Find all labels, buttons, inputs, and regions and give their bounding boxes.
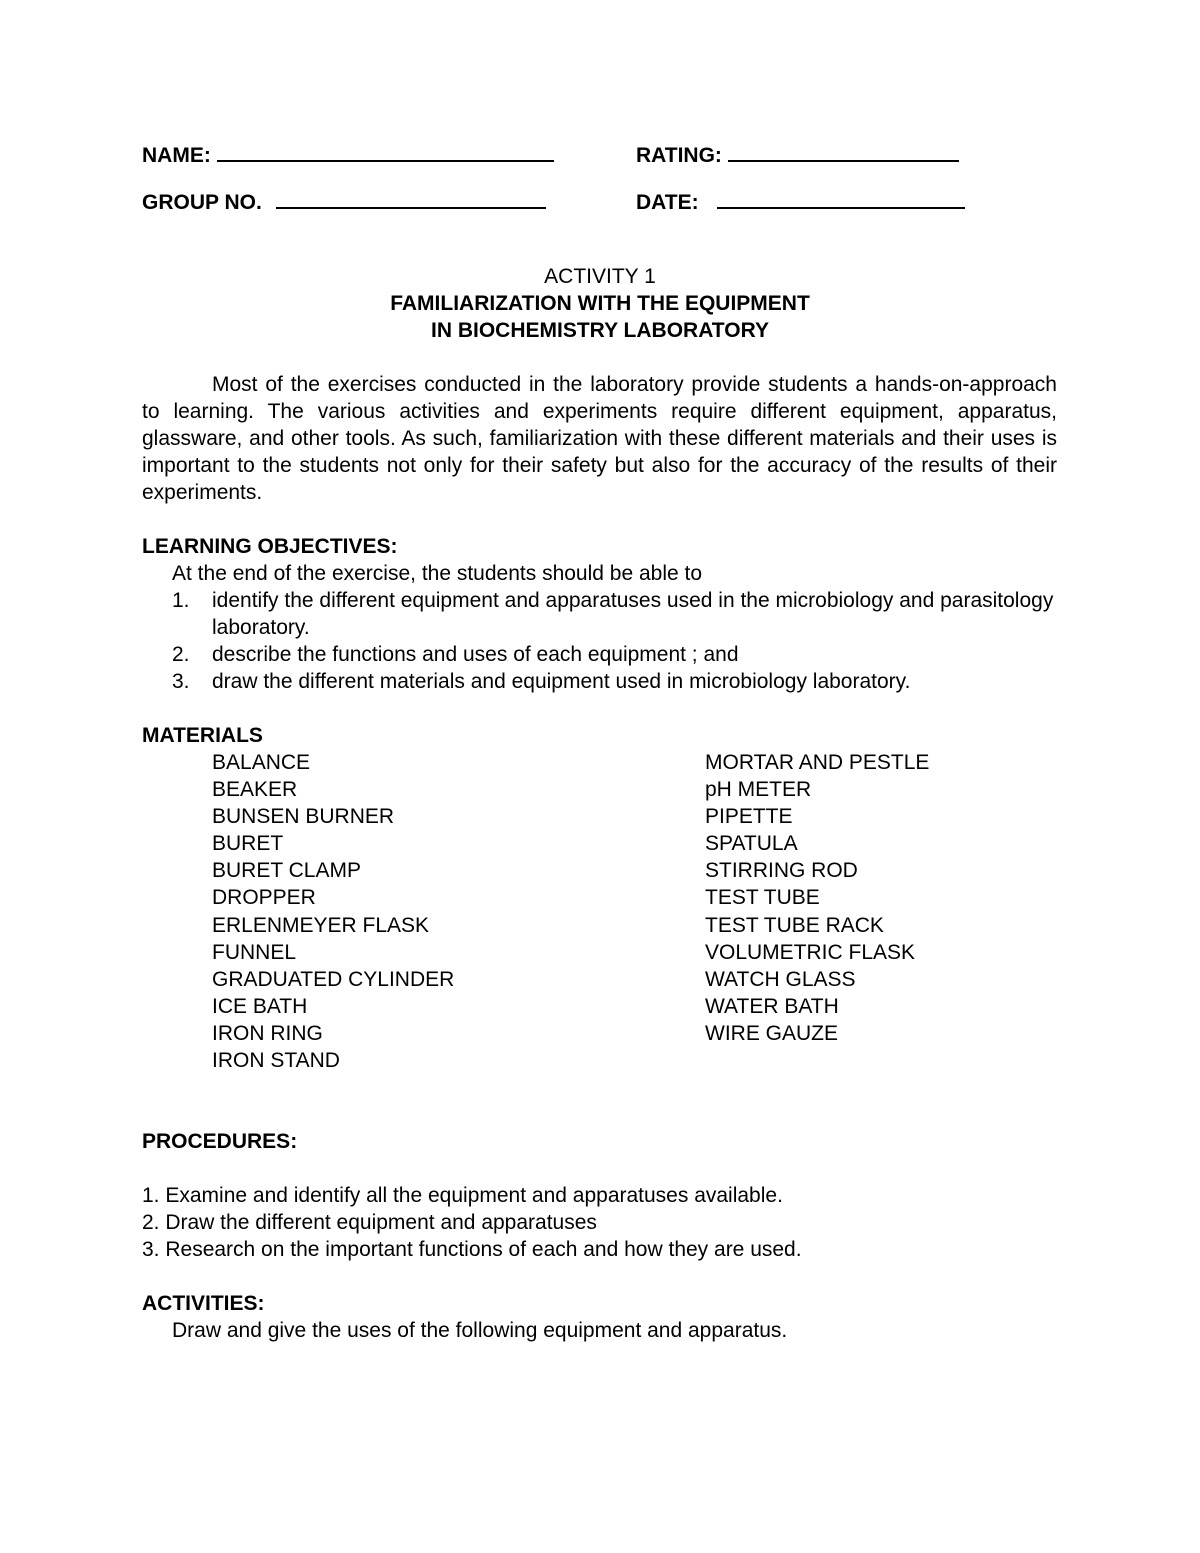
material-item: STIRRING ROD (705, 859, 858, 883)
objective-item: 2. describe the functions and uses of each equipment ; and (172, 643, 739, 666)
materials-heading: MATERIALS (142, 724, 263, 747)
procedures-list (142, 1182, 802, 1263)
material-item: GRADUATED CYLINDER (212, 967, 455, 991)
material-item: ERLENMEYER FLASK (212, 913, 430, 937)
material-item: IRON STAND (212, 1049, 340, 1073)
material-item: IRON RING (212, 1021, 323, 1045)
material-item: BURET CLAMP (212, 859, 361, 883)
activities-heading: ACTIVITIES: (142, 1292, 265, 1315)
material-item: WATCH GLASS (705, 967, 856, 991)
objectives-lead: At the end of the exercise, the students should be able to (172, 562, 703, 585)
group-blank (276, 191, 546, 209)
material-item: TEST TUBE RACK (705, 913, 884, 937)
material-item: PIPETTE (705, 805, 793, 829)
material-item: BEAKER (212, 778, 298, 802)
material-item: ICE BATH (212, 994, 308, 1018)
objectives-heading: LEARNING OBJECTIVES: (142, 535, 398, 558)
objectives-list (172, 587, 1062, 695)
material-item: BALANCE (212, 751, 311, 774)
rating-field (636, 144, 959, 168)
date-field (636, 191, 965, 215)
material-item: MORTAR AND PESTLE (705, 751, 930, 774)
materials-list-right (705, 749, 929, 1047)
objective-item: 1. identify the different equipment and apparatuses used in the microbiology and parasitology laboratory. (172, 589, 1054, 639)
material-item: pH METER (705, 778, 812, 802)
material-item: TEST TUBE (705, 886, 820, 910)
name-blank (217, 144, 554, 162)
materials-list-left (212, 749, 454, 1074)
group-field (142, 191, 546, 215)
procedure-item: 2. Draw the different equipment and apparatuses (142, 1211, 597, 1234)
date-label: DATE: (636, 191, 699, 214)
rating-blank (728, 144, 959, 162)
objective-item: 3. draw the different materials and equipment used in microbiology laboratory. (172, 670, 911, 693)
activity-number: ACTIVITY 1 (544, 265, 656, 288)
activity-title-line2: IN BIOCHEMISTRY LABORATORY (431, 319, 769, 342)
group-label: GROUP NO. (142, 191, 262, 214)
title-block (0, 263, 1200, 344)
procedure-item: 1. Examine and identify all the equipment and apparatuses available. (142, 1184, 783, 1207)
material-item: DROPPER (212, 886, 316, 910)
material-item: BURET (212, 832, 284, 856)
material-item: FUNNEL (212, 940, 297, 964)
name-label: NAME: (142, 144, 211, 167)
rating-label: RATING: (636, 144, 722, 167)
material-item: WIRE GAUZE (705, 1021, 839, 1045)
material-item: VOLUMETRIC FLASK (705, 940, 916, 964)
activity-title-line1: FAMILIARIZATION WITH THE EQUIPMENT (390, 292, 810, 315)
procedure-item: 3. Research on the important functions of each and how they are used. (142, 1238, 802, 1261)
date-blank (717, 191, 965, 209)
name-field (142, 144, 554, 168)
procedures-heading: PROCEDURES: (142, 1130, 298, 1153)
material-item: WATER BATH (705, 994, 839, 1018)
material-item: BUNSEN BURNER (212, 805, 395, 829)
intro-paragraph: Most of the exercises conducted in the laboratory provide students a hands-on-approach to learning. The various activities and experiments require different equipment, apparatus, glassware, and other tools. As such, familiarization with these different materials and their uses is important to the students not only for their safety but also for the accuracy of the results of their experiments. (142, 373, 1057, 504)
material-item: SPATULA (705, 832, 798, 856)
activities-text: Draw and give the uses of the following equipment and apparatus. (172, 1319, 788, 1342)
